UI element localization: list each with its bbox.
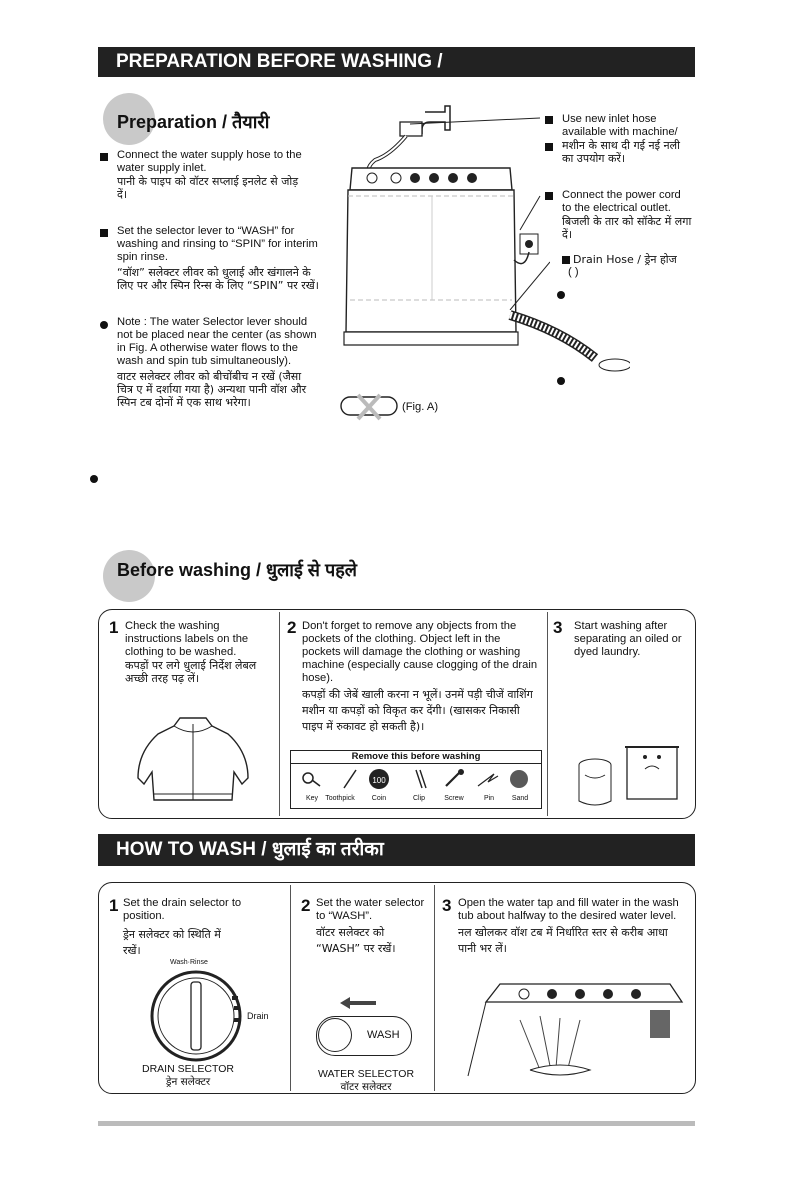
item-label: Coin <box>371 795 387 802</box>
bullet-square <box>545 192 553 200</box>
dial-drain-label: Drain <box>247 1011 269 1021</box>
callout-inlet-hose-hi: मशीन के साथ दी गई नई नली का उपयोग करें। <box>562 139 680 165</box>
bullet-square <box>545 143 553 151</box>
prep-item-2-hi: “वॉश” सलेक्टर लीवर को धुलाई और खंगालने के लिए पर और स्पिन रिन्स के लिए “SPIN” पर रखें। <box>117 266 319 292</box>
fig-a-label: (Fig. A) <box>402 401 439 413</box>
prep-banner: PREPARATION BEFORE WASHING / <box>98 47 695 77</box>
how-step-1-en: Set the drain selector to position. <box>123 897 242 922</box>
bullet-dot <box>557 377 565 385</box>
coin-value: 100 <box>372 776 386 785</box>
how-step-3-hi: नल खोलकर वॉश टब में निर्धारित स्तर से करीब आधा पानी भर लें। <box>458 926 668 955</box>
sand-icon <box>510 770 528 788</box>
fig-a-lever-illustration <box>338 393 404 421</box>
prep-item-1-en: Connect the water supply hose to the water supply inlet. <box>117 149 302 174</box>
bullet-square <box>100 153 108 161</box>
remove-items-icons <box>298 766 534 794</box>
step-number: 1 <box>109 896 119 915</box>
prep-note <box>117 316 319 409</box>
step-number: 2 <box>287 618 297 637</box>
item-label: Pin <box>483 795 495 802</box>
item-label: Sand <box>511 795 529 802</box>
water-selector-caption-hi: वॉटर सलेक्टर <box>340 1081 392 1093</box>
step-number: 2 <box>301 896 311 915</box>
prep-item-1-hi: पानी के पाइप को वॉटर सप्लाई इनलेट से जोड़ दें। <box>117 175 299 201</box>
how-step-1 <box>123 897 281 959</box>
screw-icon <box>446 769 464 786</box>
clip-icon <box>416 770 426 788</box>
divider <box>279 612 280 816</box>
callout-drain-hose-label: Drain Hose / ड्रेन होज <box>573 253 677 266</box>
before-step-2-hi: कपड़ों की जेबें खाली करना न भूलें। उनमें पड़ी चीजें वाशिंग मशीन या कपड़ों को विकृत कर देंगी। (खासकर निकासी पाइप में रुकावट हो सकती है)। <box>302 688 533 733</box>
dial-wash-rinse-label: Wash·Rinse <box>170 959 208 966</box>
how-step-2 <box>316 897 428 957</box>
callout-power-cord <box>562 189 692 241</box>
footer-rule <box>98 1121 695 1126</box>
divider <box>547 612 548 816</box>
how-step-1-hi: ड्रेन सलेक्टर को स्थिति में रखें। <box>123 928 221 957</box>
before-washing-heading: Before washing / धुलाई से पहले <box>117 560 357 580</box>
water-selector-caption <box>306 1068 426 1094</box>
callout-lines <box>400 110 550 310</box>
remove-items-title: Remove this before washing <box>291 751 541 764</box>
bullet-dot <box>557 291 565 299</box>
item-label: Clip <box>412 795 426 802</box>
callout-inlet-hose-en: Use new inlet hose available with machine/ <box>562 113 678 138</box>
drain-selector-caption-hi: ड्रेन सलेक्टर <box>165 1076 211 1088</box>
callout-power-cord-en: Connect the power cord to the electrical outlet. <box>562 189 681 214</box>
drain-selector-dial <box>138 958 278 1062</box>
wash-button-label: WASH <box>367 1029 400 1041</box>
drain-selector-caption-en: DRAIN SELECTOR <box>142 1063 234 1075</box>
before-step-1-hi: कपड़ों पर लगे धुलाई निर्देश लेबल अच्छी तरह पढ़ लें। <box>125 659 257 685</box>
water-selector-caption-en: WATER SELECTOR <box>317 1068 415 1080</box>
before-step-2 <box>302 620 540 735</box>
prep-item-2 <box>117 225 329 292</box>
how-step-3-en: Open the water tap and fill water in the wash tub about halfway to the desired water level. <box>458 897 679 922</box>
step-number: 1 <box>109 618 119 637</box>
how-step-3 <box>458 897 684 957</box>
callout-inlet-hose <box>562 113 692 165</box>
how-step-2-hi: वॉटर सलेक्टर को “WASH” पर रखें। <box>316 926 396 955</box>
switch-knob <box>318 1018 352 1052</box>
prep-item-1 <box>117 149 329 201</box>
prep-item-2-en: Set the selector lever to “WASH” for washing and rinsing to “SPIN” for interim spin rinse. <box>117 225 318 263</box>
step-number: 3 <box>442 896 452 915</box>
left-arrow-icon <box>340 996 380 1010</box>
callout-drain-hose <box>568 253 698 279</box>
bullet-square <box>562 256 570 264</box>
bullet-square <box>545 116 553 124</box>
before-step-1 <box>125 620 265 685</box>
bullet-dot <box>90 475 98 483</box>
item-label: Key <box>305 795 319 802</box>
jacket-illustration <box>130 712 256 808</box>
how-step-2-en: Set the water selector to “WASH”. <box>316 897 425 922</box>
coin-icon <box>369 769 389 789</box>
callout-drain-hose-paren: ( ) <box>568 266 579 278</box>
divider <box>290 885 291 1091</box>
toothpick-icon <box>344 770 356 788</box>
callout-power-cord-hi: बिजली के तार को सॉकेट में लगा दें। <box>562 215 692 241</box>
before-step-2-en: Don't forget to remove any objects from the pockets of the clothing. Object left in the pockets will damage the clothing or washing machine (especially cause clogging of the drain hose). <box>302 620 538 684</box>
drain-selector-caption <box>128 1063 248 1089</box>
tub-filling-illustration <box>460 980 685 1086</box>
bullet-dot <box>100 321 108 329</box>
water-selector-switch <box>316 1016 412 1056</box>
item-label: Toothpick <box>325 795 355 802</box>
before-step-3-en: Start washing after separating an oiled or dyed laundry. <box>574 620 682 658</box>
preparation-heading: Preparation / तैयारी <box>117 112 270 132</box>
step-number: 3 <box>553 618 563 637</box>
prep-note-hi: वाटर सलेक्टर लीवर को बीचोंबीच न रखें (जैसा चित्र ए में दर्शाया गया है) अन्यथा पानी वॉश और स्पिन टब दोनों में एक साथ भरेगा। <box>117 370 307 409</box>
pin-icon <box>478 774 498 786</box>
before-step-3 <box>574 620 684 659</box>
divider <box>434 885 435 1091</box>
how-to-wash-banner: HOW TO WASH / धुलाई का तरीका <box>98 834 695 866</box>
prep-note-en: Note : The water Selector lever should not be placed near the center (as shown in Fig. A otherwise water flows to the wash and spin tub simultaneously). <box>117 316 317 367</box>
item-label: Screw <box>444 795 464 802</box>
before-step-1-en: Check the washing instructions labels on the clothing to be washed. <box>125 620 249 658</box>
key-icon <box>303 773 320 786</box>
oiled-laundry-illustration <box>565 735 690 811</box>
bullet-square <box>100 229 108 237</box>
